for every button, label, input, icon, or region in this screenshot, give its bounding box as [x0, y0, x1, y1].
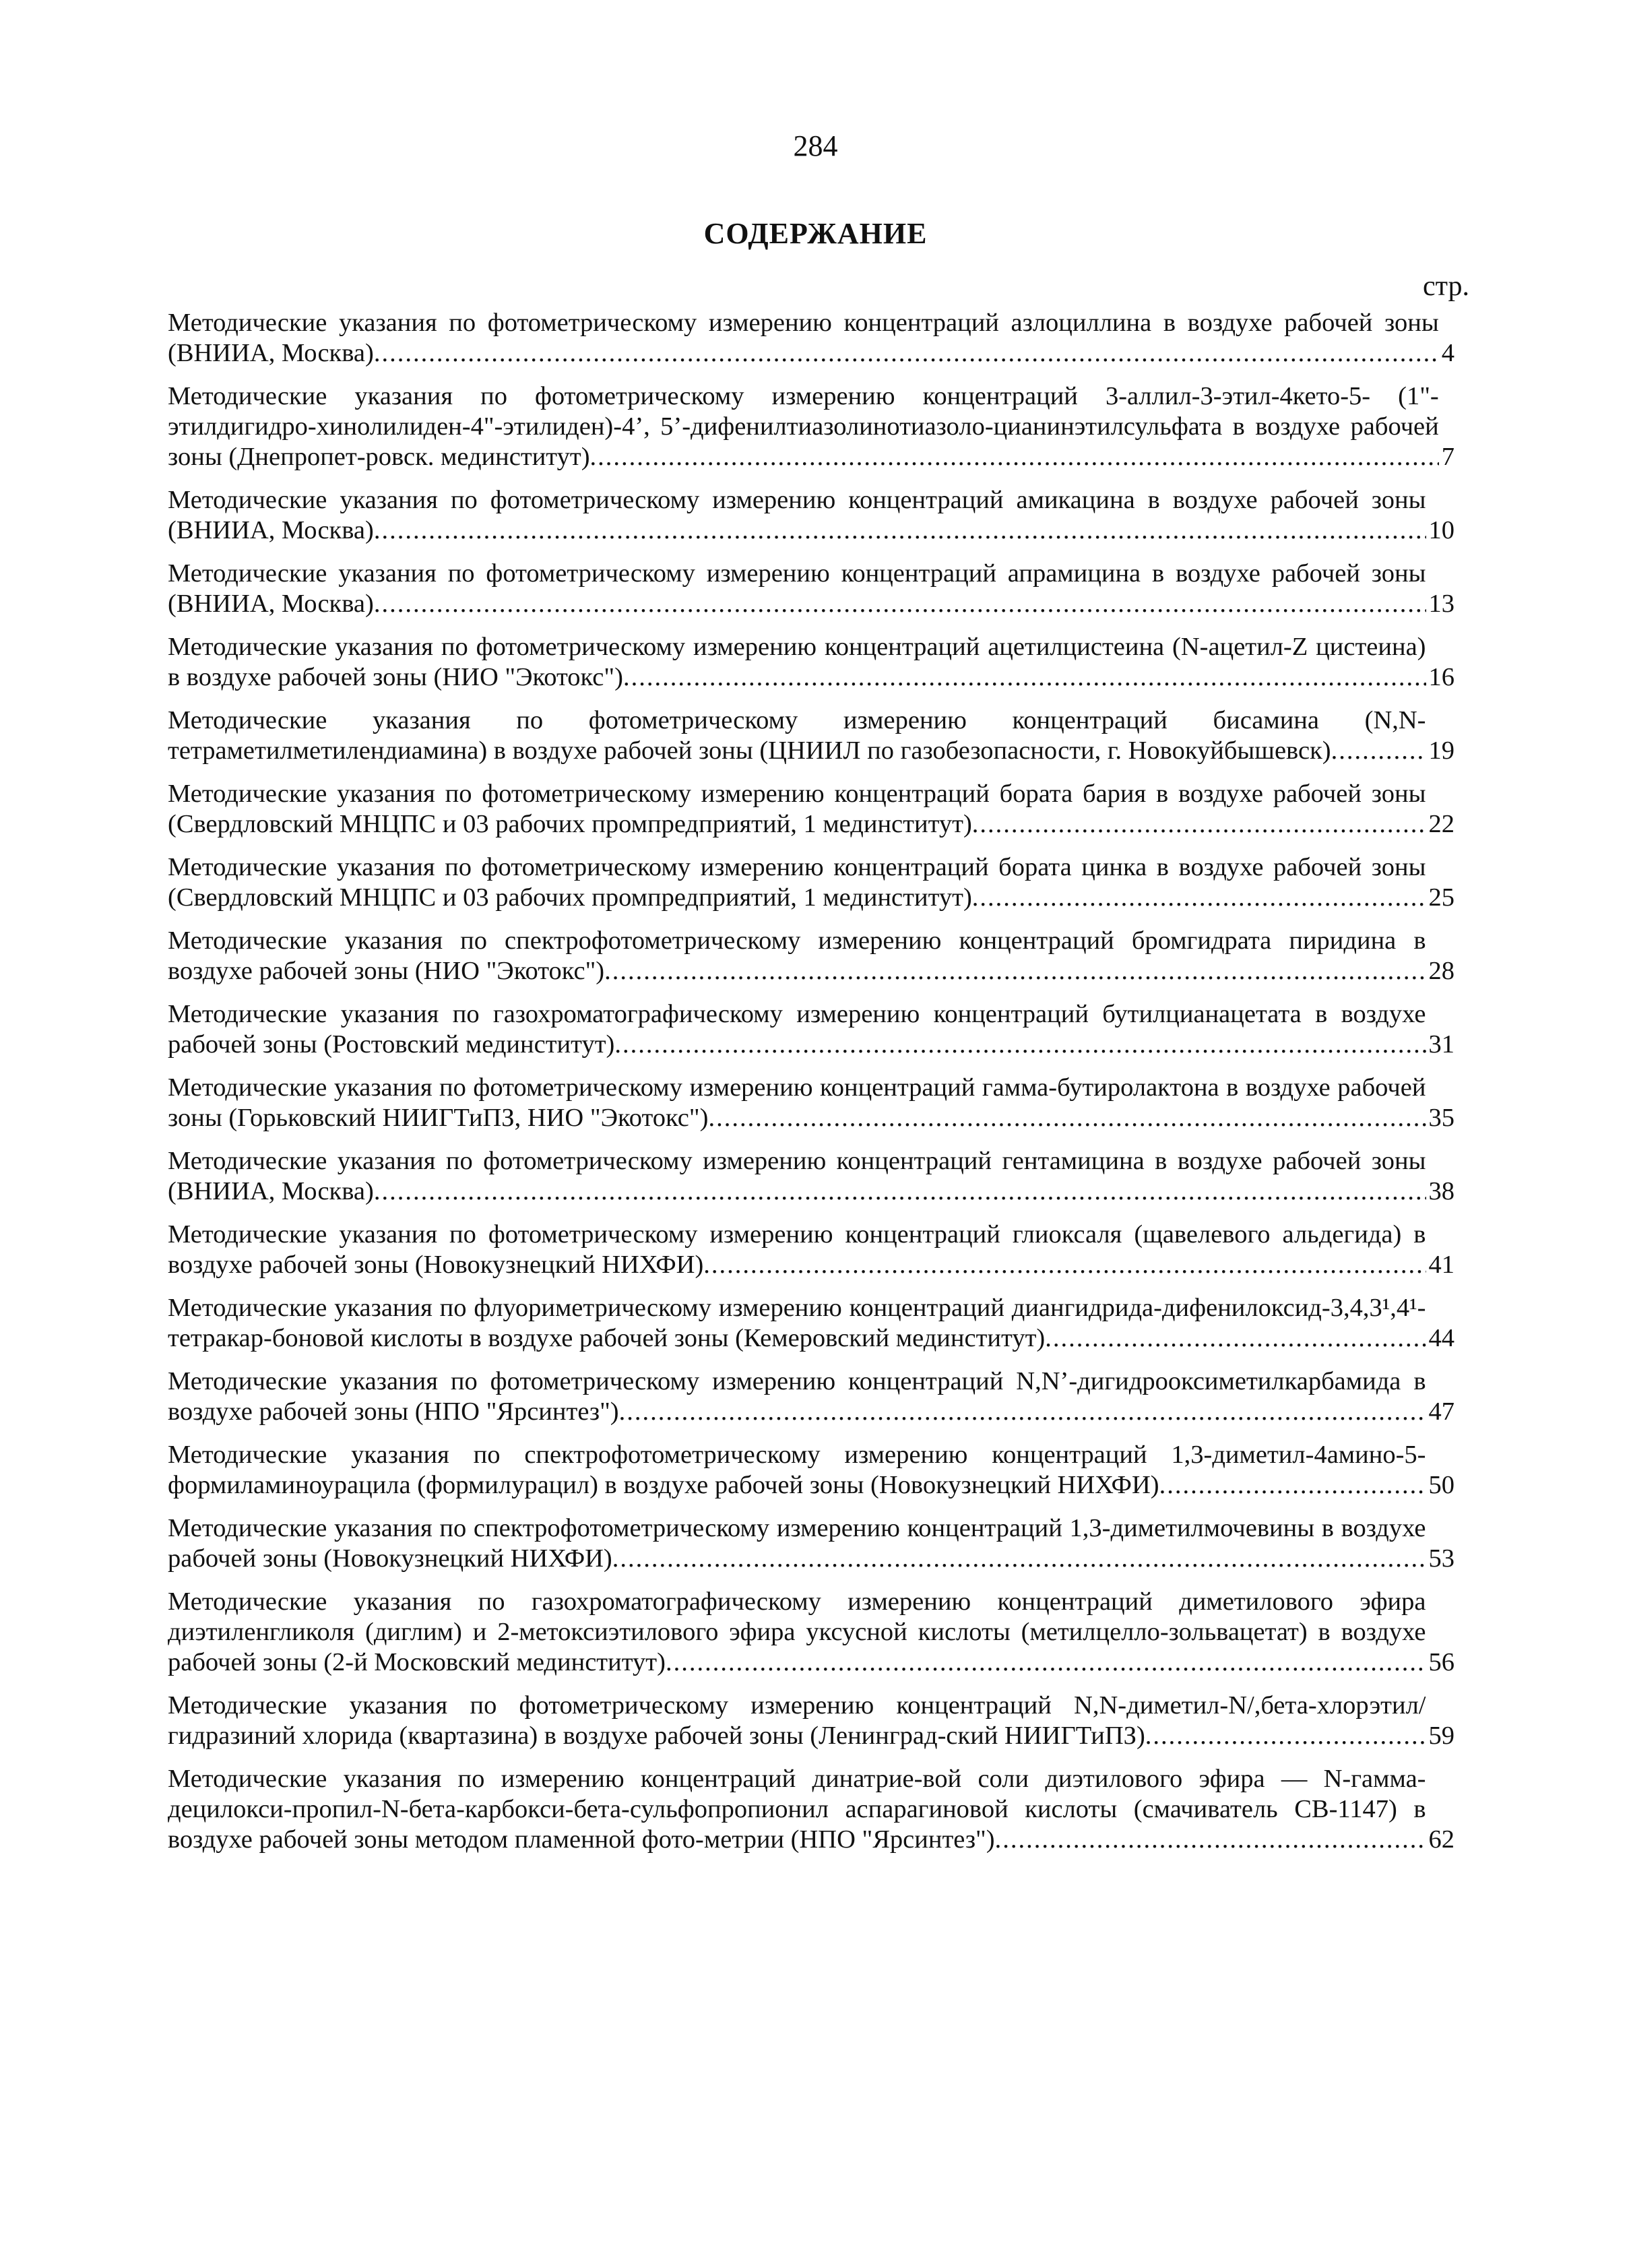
toc-entry-page: 7 [1439, 442, 1454, 472]
toc-entry-page: 10 [1426, 515, 1455, 546]
toc-entry-title: Методические указания по фотометрическому измерению концентраций амикацина в воздухе рабочей зоны (ВНИИА, Москва) [168, 486, 1426, 544]
toc-entry-page: 28 [1426, 956, 1455, 986]
toc-entry-page: 50 [1426, 1470, 1455, 1501]
toc-entry [168, 1073, 1454, 1133]
toc-entry-page: 13 [1426, 589, 1455, 619]
toc-entry [168, 308, 1454, 369]
toc-entry [168, 381, 1454, 472]
toc-entry [168, 485, 1454, 546]
toc-entry-page: 38 [1426, 1176, 1455, 1207]
toc-entry-title: Методические указания по фотометрическому измерению концентраций азлоциллина в воздухе рабочей зоны (ВНИИА, Москва) [168, 309, 1439, 367]
toc-entry-title: Методические указания по фотометрическому измерению концентраций бората бария в воздухе рабочей зоны (Свердловский МНЦПС и 03 рабочих промпредприятий, 1 мединститут) [168, 780, 1426, 838]
table-of-contents [168, 308, 1454, 1868]
toc-entry-page: 56 [1426, 1647, 1455, 1678]
toc-entry [168, 705, 1454, 766]
toc-entry-page: 4 [1439, 338, 1454, 369]
toc-entry [168, 1587, 1454, 1678]
page-column-label: стр. [1422, 271, 1469, 302]
toc-entry [168, 1513, 1454, 1574]
toc-entry-page: 62 [1426, 1825, 1455, 1855]
toc-entry-page: 16 [1426, 662, 1455, 693]
toc-entry [168, 1220, 1454, 1280]
toc-entry-title: Методические указания по фотометрическому измерению концентраций N,N-диметил-N/,бета-хлорэтил/гидразиний хлорида (квартазина) в воздухе рабочей зоны (Ленинград-ский НИИГТиПЗ) [168, 1691, 1426, 1750]
toc-entry-title: Методические указания по спектрофотометрическому измерению концентраций 1,3-диметил-4амино-5-формиламиноурацила (формилурацил) в воздухе рабочей зоны (Новокузнецкий НИХФИ) [168, 1441, 1426, 1499]
toc-entry-title: Методические указания по фотометрическому измерению концентраций N,N’-дигидрооксиметилкарбамида в воздухе рабочей зоны (НПО "Ярсинтез") [168, 1367, 1426, 1426]
toc-entry-title: Методические указания по газохроматографическому измерению концентраций бутилцианацетата в воздухе рабочей зоны (Ростовский мединститут) [168, 1000, 1426, 1059]
toc-entry-page: 53 [1426, 1544, 1455, 1574]
toc-entry-title: Методические указания по фотометрическому измерению концентраций бисамина (N,N-тетраметилметилендиамина) в воздухе рабочей зоны (ЦНИИЛ по газобезопасности, г. Новокуйбышевск) [168, 706, 1426, 765]
toc-entry-title: Методические указания по фотометрическому измерению концентраций бората цинка в воздухе рабочей зоны (Свердловский МНЦПС и 03 рабочих промпредприятий, 1 мединститут) [168, 853, 1426, 912]
toc-entry [168, 999, 1454, 1060]
toc-entry [168, 1146, 1454, 1207]
page-number: 284 [793, 129, 838, 162]
toc-entry-title: Методические указания по фотометрическому измерению концентраций гамма-бутиролактона в воздухе рабочей зоны (Горьковский НИИГТиПЗ, НИО "Экотокс") [168, 1073, 1426, 1132]
toc-entry-page: 41 [1426, 1250, 1455, 1280]
toc-entry [168, 1440, 1454, 1501]
toc-entry-page: 25 [1426, 883, 1455, 913]
toc-entry-title: Методические указания по газохроматографическому измерению концентраций диметилового эфира диэтиленгликоля (диглим) и 2-метоксиэтилового эфира уксусной кислоты (метилцелло-зольвацетат) в воздухе рабочей зоны (2-й Московский мединститут) [168, 1587, 1426, 1676]
toc-entry-title: Методические указания по фотометрическому измерению концентраций апрамицина в воздухе рабочей зоны (ВНИИА, Москва) [168, 559, 1426, 618]
toc-entry [168, 1764, 1454, 1855]
toc-entry [168, 1366, 1454, 1427]
toc-entry [168, 779, 1454, 840]
toc-entry [168, 926, 1454, 986]
toc-entry-page: 44 [1426, 1323, 1455, 1354]
toc-entry-page: 22 [1426, 809, 1455, 840]
toc-entry-title: Методические указания по измерению концентраций динатрие-вой соли диэтилового эфира — N-гамма-децилокси-пропил-N-бета-карбокси-бета-сульфопропионил аспарагиновой кислоты (смачиватель СВ-1147) в воздухе рабочей зоны методом пламенной фото-метрии (НПО "Ярсинтез") [168, 1765, 1426, 1854]
toc-entry-title: Методические указания по фотометрическому измерению концентраций 3-аллил-3-этил-4кето-5- (1"-этилдигидро-хинолилиден-4"-этилиден)-4’, 5’-дифенилтиазолинотиазоло-цианинэтилсульфата в воздухе рабочей зоны (Днепропет-ровск. мединститут) [168, 382, 1439, 471]
toc-entry-title: Методические указания по флуориметрическому измерению концентраций диангидрида-дифенилоксид-3,4,3¹,4¹-тетракар-боновой кислоты в воздухе рабочей зоны (Кемеровский мединститут) [168, 1294, 1426, 1352]
toc-entry-page: 47 [1426, 1397, 1455, 1427]
toc-entry-page: 59 [1426, 1721, 1455, 1751]
toc-entry [168, 1293, 1454, 1354]
toc-entry [168, 1691, 1454, 1751]
toc-entry [168, 559, 1454, 619]
toc-entry-page: 31 [1426, 1030, 1455, 1060]
toc-entry-title: Методические указания по спектрофотометрическому измерению концентраций 1,3-диметилмочевины в воздухе рабочей зоны (Новокузнецкий НИХФИ) [168, 1514, 1426, 1573]
toc-entry-page: 35 [1426, 1103, 1455, 1133]
page-title: СОДЕРЖАНИЕ [703, 217, 928, 250]
toc-entry-title: Методические указания по фотометрическому измерению концентраций гентамицина в воздухе рабочей зоны (ВНИИА, Москва) [168, 1147, 1426, 1205]
toc-entry [168, 852, 1454, 913]
toc-entry [168, 632, 1454, 693]
toc-entry-title: Методические указания по фотометрическому измерению концентраций ацетилцистеина (N-ацетил-Z цистеина) в воздухе рабочей зоны (НИО "Экотокс") [168, 633, 1426, 691]
toc-entry-page: 19 [1426, 736, 1455, 766]
toc-entry-title: Методические указания по спектрофотометрическому измерению концентраций бромгидрата пиридина в воздухе рабочей зоны (НИО "Экотокс") [168, 926, 1426, 985]
toc-entry-title: Методические указания по фотометрическому измерению концентраций глиоксаля (щавелевого альдегида) в воздухе рабочей зоны (Новокузнецкий НИХФИ) [168, 1220, 1426, 1279]
